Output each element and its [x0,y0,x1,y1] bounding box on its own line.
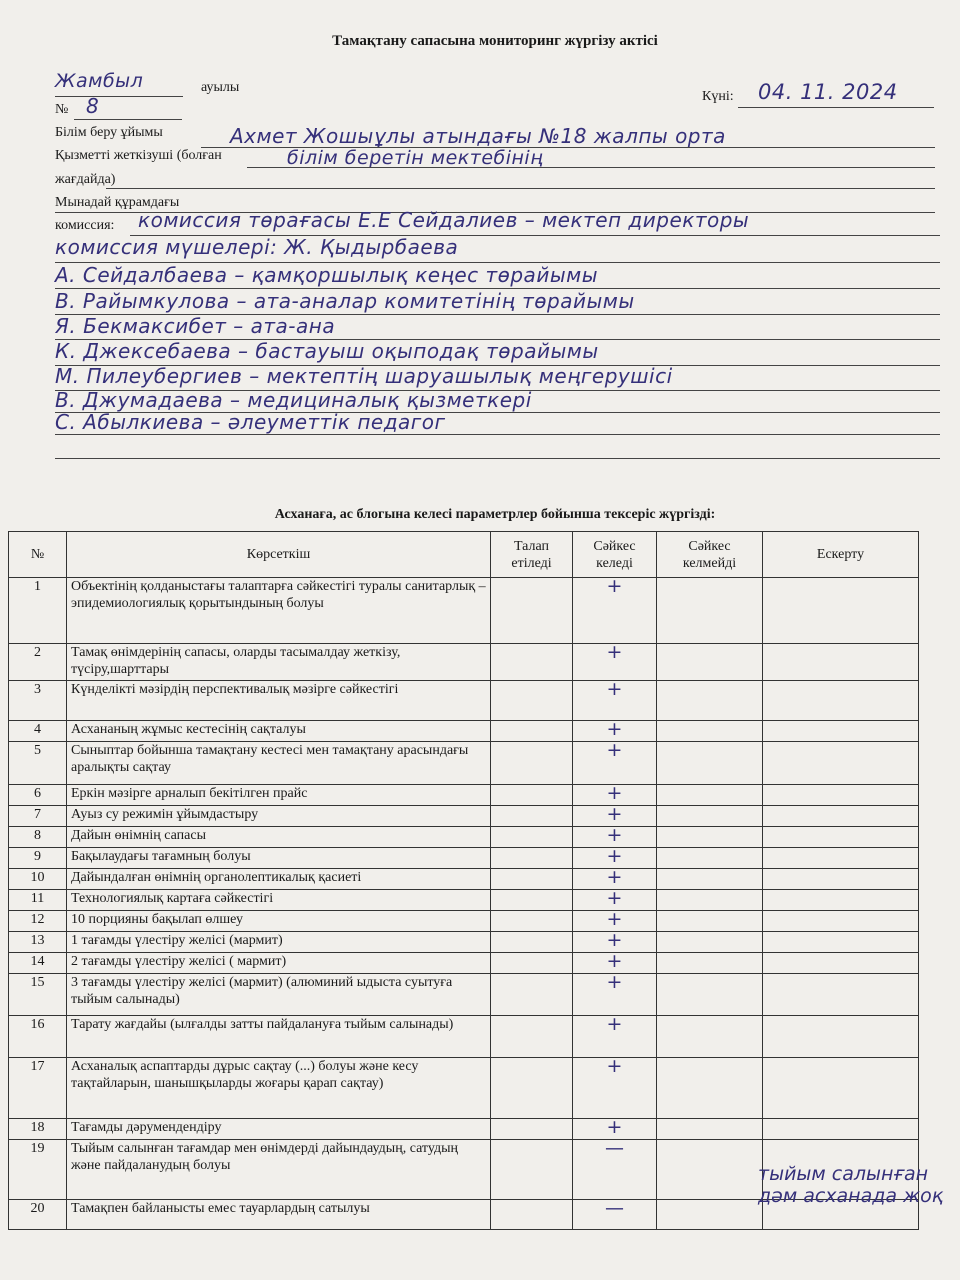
supplier-label-line2: жағдайда) [55,172,116,187]
row-note [763,1119,919,1140]
row-note [763,578,919,644]
row-number: 19 [9,1140,67,1200]
number-label: № [55,102,69,117]
row-required [491,974,573,1016]
village-value: Жамбыл [55,70,144,92]
row-required [491,1119,573,1140]
row-noncompliant [657,974,763,1016]
row-required [491,1058,573,1119]
row-compliant-mark: + [573,644,657,681]
date-value: 04. 11. 2024 [758,80,898,104]
inspection-table [8,531,919,1230]
village-label: ауылы [201,80,240,95]
row-indicator: Асхананың жұмыс кестесінің сақталуы [67,721,491,742]
row-number: 8 [9,827,67,848]
org-label: Білім беру ұйымы [55,125,163,140]
row-compliant-mark: + [573,578,657,644]
row-compliant-mark: + [573,1016,657,1058]
row-noncompliant [657,1058,763,1119]
row-number: 16 [9,1016,67,1058]
row-compliant-mark: — [573,1200,657,1230]
header-num: № [9,532,67,578]
row-number: 5 [9,742,67,785]
org-value-line2: білім беретін мектебінің [287,147,544,169]
row-note [763,806,919,827]
supplier-underline-1 [247,167,935,168]
row-compliant-mark: + [573,932,657,953]
row-indicator: Күнделікті мәзірдің перспективалық мәзірге сәйкестігі [67,681,491,721]
row-compliant-mark: + [573,848,657,869]
row-indicator: Тыйым салынған тағамдар мен өнімдерді дайындаудың, сатудың және пайдаланудың болуы [67,1140,491,1200]
row-required [491,827,573,848]
row-compliant-mark: + [573,869,657,890]
row-noncompliant [657,1140,763,1200]
table-row [9,911,919,932]
row-noncompliant [657,869,763,890]
table-row [9,890,919,911]
row-indicator: Технологиялық картаға сәйкестігі [67,890,491,911]
row-required [491,785,573,806]
row-number: 7 [9,806,67,827]
row-indicator: 10 порцияны бақылап өлшеу [67,911,491,932]
row-noncompliant [657,578,763,644]
row-compliant-mark: + [573,953,657,974]
row-number: 17 [9,1058,67,1119]
row-noncompliant [657,1119,763,1140]
row-number: 6 [9,785,67,806]
row-required [491,953,573,974]
row-note [763,911,919,932]
date-label: Күні: [702,89,734,104]
row-compliant-mark: + [573,785,657,806]
row-required [491,911,573,932]
row-required [491,1140,573,1200]
row-noncompliant [657,1200,763,1230]
row-note [763,827,919,848]
row-compliant-mark: + [573,890,657,911]
row-indicator: Тамақпен байланысты емес тауарлардың сатылуы [67,1200,491,1230]
commission-member: Я. Бекмаксибет – ата-ана [55,314,336,338]
row-note [763,869,919,890]
row-required [491,869,573,890]
row-number: 10 [9,869,67,890]
commission-member: комиссия төрағасы Е.Е Сейдалиев – мектеп директоры [138,208,750,232]
row-number: 11 [9,890,67,911]
row-noncompliant [657,785,763,806]
table-row [9,932,919,953]
row-indicator: Ауыз су режимін ұйымдастыру [67,806,491,827]
number-value: 8 [86,94,100,118]
row-note [763,644,919,681]
row-indicator: Тамақ өнімдерінің сапасы, оларды тасымалдау жеткізу, түсіру,шарттары [67,644,491,681]
date-underline [738,107,934,108]
row-noncompliant [657,827,763,848]
header-required: Талап етіледі [491,532,573,578]
commission-member: М. Пилеубергиев – мектептің шаруашылық меңгерушісі [55,364,673,388]
table-row [9,785,919,806]
table-row [9,1119,919,1140]
table-row [9,578,919,644]
row-indicator: 1 тағамды үлестіру желісі (мармит) [67,932,491,953]
row-noncompliant [657,890,763,911]
header-indicator: Көрсеткіш [67,532,491,578]
table-row [9,848,919,869]
table-row [9,1016,919,1058]
row-indicator: Тағамды дәрумендендіру [67,1119,491,1140]
commission-member: К. Джексебаева – бастауыш оқыподақ төрайымы [55,339,599,363]
commission-member: С. Абылкиева – әлеуметтік педагог [55,410,446,434]
row-noncompliant [657,721,763,742]
org-value-line1: Ахмет Жошыұлы атындағы №18 жалпы орта [230,124,726,148]
row-noncompliant [657,848,763,869]
row-number: 12 [9,911,67,932]
row-noncompliant [657,742,763,785]
number-underline [74,119,182,120]
commission-member: А. Сейдалбаева – қамқоршылық кеңес төрайымы [55,263,598,287]
header-noncompliant: Сәйкес келмейді [657,532,763,578]
row-noncompliant [657,644,763,681]
row-number: 1 [9,578,67,644]
row-note [763,742,919,785]
commission-member: В. Джумадаева – медициналық қызметкері [55,388,532,412]
header-compliant: Сәйкес келеді [573,532,657,578]
row-indicator: 2 тағамды үлестіру желісі ( мармит) [67,953,491,974]
row-required [491,644,573,681]
row-number: 14 [9,953,67,974]
row-number: 4 [9,721,67,742]
row-noncompliant [657,953,763,974]
row-note [763,1016,919,1058]
row-indicator: Дайындалған өнімнің органолептикалық қасиеті [67,869,491,890]
row-number: 2 [9,644,67,681]
table-row [9,869,919,890]
row-required [491,1200,573,1230]
row-number: 13 [9,932,67,953]
row-required [491,1016,573,1058]
commission-underline [55,458,940,459]
row-compliant-mark: + [573,827,657,848]
header-note: Ескерту [763,532,919,578]
row-required [491,848,573,869]
table-row [9,681,919,721]
row-indicator: Тарату жағдайы (ылғалды затты пайдалануға тыйым салынады) [67,1016,491,1058]
row-noncompliant [657,806,763,827]
row-compliant-mark: + [573,742,657,785]
row-required [491,578,573,644]
row-note [763,848,919,869]
table-row [9,974,919,1016]
village-underline [55,96,183,97]
row-number: 15 [9,974,67,1016]
row-compliant-mark: — [573,1140,657,1200]
row-required [491,890,573,911]
section-title: Асханаға, ас блогына келесі параметрлер бойынша тексеріс жүргізді: [274,507,716,522]
row-required [491,806,573,827]
commission-member: комиссия мүшелері: Ж. Қыдырбаева [55,235,459,259]
row-compliant-mark: + [573,721,657,742]
row-noncompliant [657,911,763,932]
row-compliant-mark: + [573,974,657,1016]
row-required [491,742,573,785]
row-compliant-mark: + [573,806,657,827]
row-number: 3 [9,681,67,721]
row-indicator: 3 тағамды үлестіру желісі (мармит) (алюминий ыдыста суытуға тыйым салынады) [67,974,491,1016]
row-compliant-mark: + [573,911,657,932]
row-number: 9 [9,848,67,869]
table-row [9,721,919,742]
row-compliant-mark: + [573,1119,657,1140]
row-noncompliant [657,681,763,721]
commission-label-line1: Мынадай құрамдағы [55,195,180,210]
row-note [763,890,919,911]
row-required [491,721,573,742]
row-note [763,953,919,974]
handwritten-note: тыйым салынған дәм асханада жоқ [758,1163,944,1207]
row-indicator: Асханалық аспаптарды дұрыс сақтау (...) болуы және кесу тақтайларын, шанышқыларды жоғары қарап сақтау) [67,1058,491,1119]
table-row [9,1058,919,1119]
table-row [9,806,919,827]
row-indicator: Объектінің қолданыстағы талаптарға сәйкестігі туралы санитарлық – эпидемиологиялық қорытындының болуы [67,578,491,644]
row-note [763,681,919,721]
row-indicator: Дайын өнімнің сапасы [67,827,491,848]
commission-label-line2: комиссия: [55,218,115,233]
table-header-row [9,532,919,578]
commission-member: В. Райымкулова – ата-аналар комитетінің төрайымы [55,289,635,313]
row-compliant-mark: + [573,681,657,721]
row-note [763,721,919,742]
row-note [763,974,919,1016]
table-row [9,827,919,848]
row-noncompliant [657,1016,763,1058]
commission-underline [55,434,940,435]
row-note [763,932,919,953]
row-required [491,681,573,721]
row-required [491,932,573,953]
row-indicator: Бақылаудағы тағамның болуы [67,848,491,869]
table-row [9,742,919,785]
row-number: 20 [9,1200,67,1230]
row-number: 18 [9,1119,67,1140]
row-indicator: Еркін мәзірге арналып бекітілген прайс [67,785,491,806]
table-row [9,644,919,681]
supplier-underline-2 [106,188,935,189]
document-title: Тамақтану сапасына мониторинг жүргізу актісі [332,33,658,49]
row-indicator: Сыныптар бойынша тамақтану кестесі мен тамақтану арасындағы аралықты сақтау [67,742,491,785]
row-note [763,1058,919,1119]
row-compliant-mark: + [573,1058,657,1119]
row-note [763,785,919,806]
supplier-label-line1: Қызметті жеткізуші (болған [55,148,222,163]
row-noncompliant [657,932,763,953]
table-row [9,953,919,974]
